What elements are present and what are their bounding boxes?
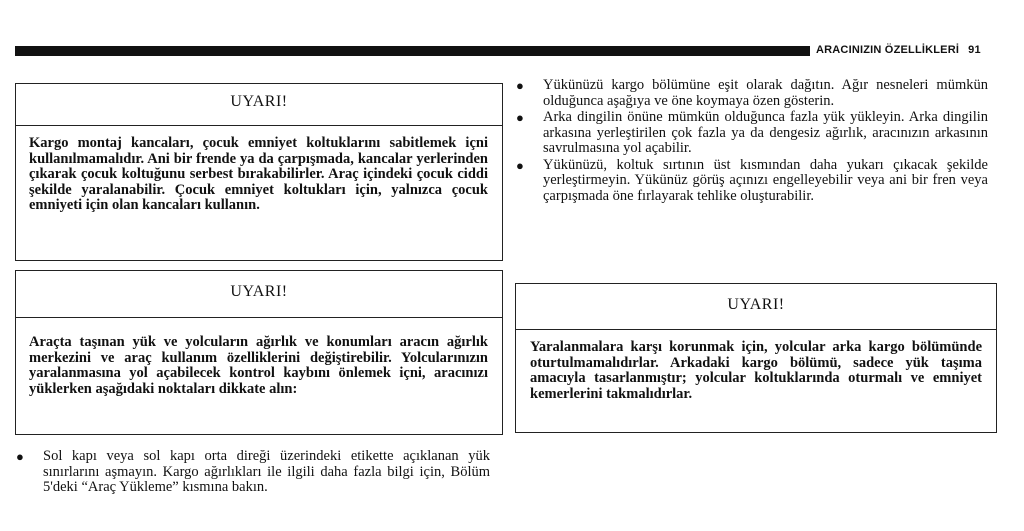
list-item [515,158,988,205]
section-title: ARACINIZIN ÖZELLİKLERİ [816,44,960,56]
list-item [515,78,988,109]
list-item-text: Yükünüzü kargo bölümüne eşit olarak dağıtın. Ağır nesneleri mümkün olduğunca aşağıya ve öne koymaya özen gösterin. [543,77,988,109]
warning-title: UYARI! [16,84,502,126]
bullet-icon: ● [16,449,24,464]
list-item-text: Yükünüzü, koltuk sırtının üst kısmından daha yukarı çıkacak şekilde yerleştirmeyin. Yükünüz görüş açınızı engelleyebilir veya ani bir fren veya çarpışmada öne fırlayarak tehlike oluşturabilir. [543,156,988,204]
warning-box-load-distribution [15,270,503,435]
list-item-text: Sol kapı veya sol kapı orta direği üzerindeki etikette açıklanan yük sınırlarını aşmayın. Kargo ağırlıkları ile ilgili daha fazla bilgi için, Bölüm 5'deki “Araç Yükleme” kısmına bakın. [43,448,490,495]
bullet-icon: ● [516,110,524,125]
warning-text: Kargo montaj kancaları, çocuk emniyet koltuklarını sabitlemek içni kullanılmamalıdır. Ani bir frende ya da çarpışmada, kancalar yerlerinden çıkarak çocuk koltuğunu serbest bırakabilirler. Araç içindeki çocuk ciddi şekilde yaralanabilir. Çocuk emniyet koltukları için, yalnızca çocuk emniyeti için olan kancaları kullanın. [29,135,488,213]
running-header [816,44,1016,56]
warning-text: Yaralanmalara karşı korunmak için, yolcular arka kargo bölümünde oturtulmamalıdırlar. Arkadaki kargo bölümü, sadece yük taşıma amacıyla tasarlanmıştır; yolcular koltuklarında oturmalı ve emniyet kemerlerini takmalıdırlar. [530,339,982,402]
list-item [515,110,988,157]
warning-title: UYARI! [516,284,996,330]
list-item-text: Arka dingilin önüne mümkün olduğunca fazla yük yükleyin. Arka dingilin arkasına yerleştirilen çok fazla ya da dengesiz ağırlık, aracınızın arkasının savrulmasına yol açabilir. [543,109,988,156]
page-number: 91 [968,44,981,56]
right-bullet-list [515,78,988,205]
warning-box-child-seat-hooks [15,83,503,261]
bullet-icon: ● [516,157,524,173]
warning-title: UYARI! [16,271,502,318]
bullet-icon: ● [516,78,524,93]
warning-box-cargo-passengers [515,283,997,433]
header-rule [15,46,810,56]
list-item [15,449,490,496]
warning-text: Araçta taşınan yük ve yolcuların ağırlık ve konumları aracın ağırlık merkezini ve araç kullanım özelliklerini değiştirebilir. Yolcularınızın yaralanmasına yol açabilecek kontrol kaybını önlemek içni, aracınızı yüklerken aşağıdaki noktaları dikkate alın: [29,334,488,397]
left-bullet-list [15,449,490,496]
